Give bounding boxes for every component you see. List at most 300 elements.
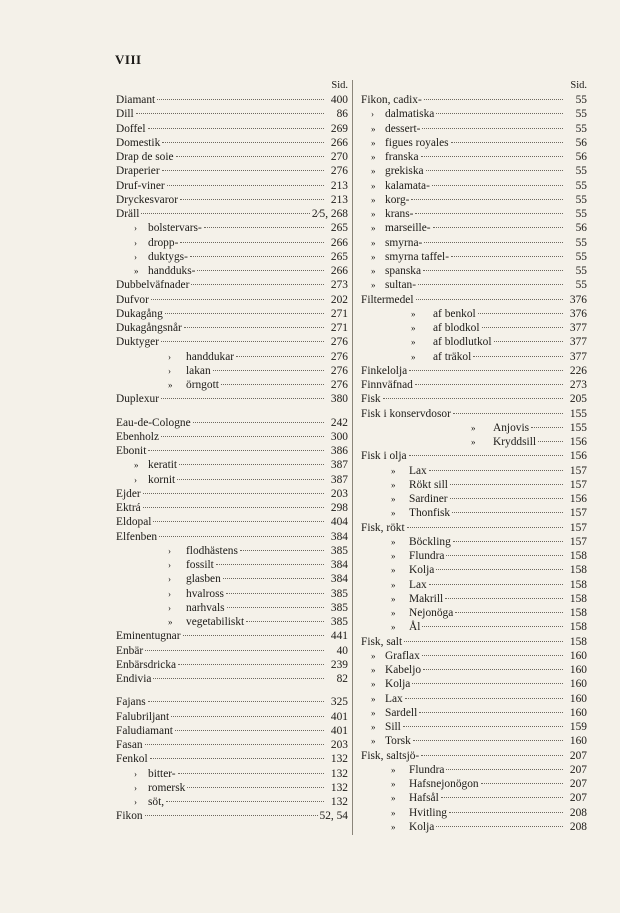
entry-term: figues royales	[385, 136, 449, 149]
entry-page: 271	[330, 307, 348, 320]
index-entry	[361, 293, 587, 307]
entry-term: bitter-	[148, 767, 176, 780]
entry-page: 384	[330, 573, 348, 586]
entry-page: 273	[569, 379, 587, 391]
entry-term: dalmatiska	[385, 108, 435, 121]
dot-leader	[421, 156, 563, 157]
index-entry	[361, 307, 587, 321]
dot-leader	[418, 284, 563, 285]
index-entry	[116, 164, 348, 178]
entry-page: 266	[330, 136, 348, 149]
index-entry	[361, 692, 587, 706]
index-entry	[116, 150, 348, 164]
ditto-mark: ›	[134, 797, 137, 807]
entry-page: 158	[569, 564, 587, 577]
entry-page: 132	[330, 796, 348, 808]
ditto-mark: »	[391, 807, 396, 818]
dot-leader	[473, 356, 563, 357]
entry-page: 86	[336, 108, 348, 121]
entry-term: af blodkol	[433, 322, 480, 334]
ditto-mark: »	[391, 579, 396, 590]
index-entry	[116, 501, 348, 515]
entry-term: lakan	[186, 364, 211, 377]
index-entry	[116, 236, 348, 250]
entry-page: 55	[575, 279, 587, 292]
index-entry	[361, 663, 587, 677]
entry-term: Ebenholz	[116, 430, 160, 443]
entry-term: Enbär	[116, 644, 144, 657]
index-column-left	[116, 78, 348, 824]
entry-term: Kolja	[409, 820, 435, 833]
entry-page: 239	[330, 658, 348, 671]
entry-page: 157	[569, 507, 587, 520]
entry-page: 265	[330, 222, 348, 235]
entry-term: Hafsål	[409, 792, 439, 805]
entry-term: Dukagångsnår	[116, 322, 182, 334]
dot-leader	[179, 464, 324, 465]
index-entry	[361, 179, 587, 193]
dot-leader	[383, 398, 563, 399]
entry-term: Filtermedel	[361, 293, 414, 306]
ditto-mark: »	[371, 152, 376, 162]
index-list	[116, 93, 348, 824]
entry-term: hvalross	[186, 587, 224, 600]
entry-term: Kolja	[409, 564, 435, 577]
entry-page: 269	[330, 122, 348, 135]
entry-page: 55	[575, 179, 587, 192]
entry-page: 158	[569, 607, 587, 619]
entry-term: spanska	[385, 265, 422, 277]
entry-page: 266	[330, 265, 348, 277]
dot-leader	[436, 113, 563, 114]
entry-term: Fisk, salt	[361, 635, 403, 648]
index-entry	[116, 601, 348, 615]
entry-term: Eldopal	[116, 516, 152, 529]
dot-leader	[178, 664, 324, 665]
dot-leader	[141, 213, 310, 214]
index-entry	[361, 164, 587, 178]
index-entry	[116, 544, 348, 558]
index-entry	[361, 107, 587, 121]
dot-leader	[166, 801, 324, 802]
entry-page: 155	[569, 407, 587, 420]
entry-term: glasben	[186, 573, 221, 586]
entry-page: 276	[330, 165, 348, 178]
entry-page: 273	[330, 279, 348, 292]
entry-page: 160	[569, 649, 587, 662]
ditto-mark: ›	[168, 588, 171, 599]
entry-page: 276	[330, 379, 348, 391]
index-entry	[361, 578, 587, 592]
entry-term: Sardiner	[409, 493, 448, 505]
entry-page: 202	[330, 293, 348, 306]
entry-page: 205	[569, 393, 587, 406]
index-entry	[116, 738, 348, 752]
ditto-mark: ›	[134, 474, 137, 485]
entry-page: 157	[569, 464, 587, 477]
entry-term: smyrna taffel-	[385, 250, 449, 263]
entry-term: Faludiamant	[116, 724, 173, 737]
index-entry	[361, 264, 587, 278]
entry-page: 159	[569, 721, 587, 733]
index-entry	[361, 207, 587, 221]
dot-leader	[445, 598, 563, 599]
index-entry	[361, 136, 587, 150]
entry-term: Anjovis	[493, 421, 530, 434]
index-entry	[361, 706, 587, 720]
entry-page: 207	[569, 778, 587, 790]
entry-page: 55	[575, 208, 587, 220]
dot-leader	[478, 313, 563, 314]
entry-page: 242	[330, 416, 348, 429]
dot-leader	[538, 441, 563, 442]
index-entry	[116, 473, 348, 487]
entry-page: 156	[569, 493, 587, 505]
index-entry	[361, 535, 587, 549]
page-column-header: Sid.	[331, 80, 348, 91]
entry-term: Ektrá	[116, 502, 141, 514]
entry-term: Dill	[116, 108, 134, 121]
entry-page: 226	[569, 364, 587, 377]
entry-term: Finnväfnad	[361, 379, 413, 391]
ditto-mark: »	[391, 494, 396, 504]
index-entry	[116, 350, 348, 364]
entry-page: 207	[569, 749, 587, 762]
ditto-mark: »	[411, 308, 416, 319]
ditto-mark: »	[371, 123, 376, 134]
ditto-mark: ›	[168, 574, 171, 585]
index-entry	[361, 649, 587, 663]
entry-page: 158	[569, 621, 587, 634]
entry-page: 203	[330, 487, 348, 500]
index-entry	[361, 820, 587, 834]
entry-term: Sill	[385, 721, 401, 733]
entry-page: 207	[569, 763, 587, 776]
dot-leader	[433, 227, 563, 228]
dot-leader	[450, 484, 563, 485]
ditto-mark: ›	[134, 768, 137, 779]
dot-leader	[177, 479, 324, 480]
dot-leader	[161, 341, 324, 342]
index-entry	[116, 416, 348, 430]
ditto-mark: »	[371, 180, 376, 191]
entry-page: 160	[569, 706, 587, 719]
index-entry	[116, 335, 348, 349]
index-entry	[361, 720, 587, 734]
dot-leader	[449, 812, 563, 813]
entry-term: Fisk, rökt	[361, 521, 405, 534]
dot-leader	[407, 527, 563, 528]
dot-leader	[422, 626, 563, 627]
index-entry	[361, 378, 587, 392]
entry-page: 266	[330, 236, 348, 249]
index-entry	[116, 572, 348, 586]
entry-page: 377	[569, 350, 587, 363]
dot-leader	[441, 797, 563, 798]
ditto-mark: »	[391, 508, 396, 519]
index-entry	[361, 236, 587, 250]
entry-term: Enbärsdricka	[116, 658, 177, 671]
entry-page: 55	[575, 250, 587, 263]
ditto-mark: »	[391, 793, 396, 804]
index-entry	[116, 278, 348, 292]
ditto-mark: ›	[371, 109, 374, 120]
entry-term: romersk	[148, 781, 186, 794]
entry-term: sultan-	[385, 279, 417, 292]
ditto-mark: »	[391, 779, 396, 789]
dot-leader	[213, 370, 324, 371]
entry-term: Eminentugnar	[116, 630, 181, 643]
entry-page: 55	[575, 193, 587, 206]
ditto-mark: ›	[134, 223, 137, 234]
dot-leader	[223, 578, 324, 579]
index-entry	[361, 749, 587, 763]
index-entry	[361, 321, 587, 335]
entry-term: narhvals	[186, 601, 225, 614]
dot-leader	[422, 128, 563, 129]
dot-leader	[426, 170, 563, 171]
entry-term: franska	[385, 151, 419, 163]
entry-term: Drap de soie	[116, 151, 174, 163]
entry-term: Sardell	[385, 706, 418, 719]
dot-leader	[161, 398, 324, 399]
entry-page: 298	[330, 502, 348, 514]
entry-page: 213	[330, 193, 348, 206]
index-entry	[116, 122, 348, 136]
dot-leader	[423, 669, 563, 670]
entry-term: Torsk	[385, 735, 411, 748]
entry-page: 157	[569, 478, 587, 491]
index-entry	[361, 150, 587, 164]
ditto-mark: »	[411, 351, 416, 362]
entry-page: 55	[575, 122, 587, 135]
dot-leader	[246, 621, 324, 622]
entry-page: 300	[330, 430, 348, 443]
dot-leader	[424, 242, 563, 243]
entry-page: 271	[330, 322, 348, 334]
entry-term: Flundra	[409, 550, 445, 562]
dot-leader	[411, 199, 563, 200]
ditto-mark: »	[391, 764, 396, 775]
dot-leader	[184, 327, 324, 328]
index-entry	[361, 521, 587, 535]
entry-term: Böckling	[409, 535, 451, 548]
entry-term: Kolja	[385, 678, 411, 691]
dot-leader	[413, 740, 563, 741]
entry-term: Makrill	[409, 592, 444, 605]
dot-leader	[481, 783, 563, 784]
ditto-mark: »	[371, 137, 376, 148]
entry-page: 156	[569, 436, 587, 448]
entry-term: dessert-	[385, 122, 421, 135]
entry-term: af träkol	[433, 350, 472, 363]
dot-leader	[412, 683, 563, 684]
entry-term: Ejder	[116, 487, 141, 500]
dot-leader	[226, 593, 324, 594]
dot-leader	[236, 356, 324, 357]
index-entry	[116, 193, 348, 207]
entry-term: Dubbelväfnader	[116, 279, 190, 292]
entry-page: 270	[330, 151, 348, 163]
index-entry	[116, 250, 348, 264]
dot-leader	[178, 773, 324, 774]
entry-term: Lax	[409, 578, 427, 591]
index-entry	[116, 364, 348, 378]
entry-term: kornit	[148, 473, 176, 486]
entry-page: 158	[569, 578, 587, 591]
entry-page: 384	[330, 530, 348, 543]
ditto-mark: »	[371, 166, 376, 177]
index-entry	[361, 193, 587, 207]
dot-leader	[429, 470, 563, 471]
ditto-mark: ›	[168, 560, 171, 570]
ditto-mark: »	[134, 460, 139, 471]
index-entry	[361, 606, 587, 620]
dot-leader	[451, 142, 563, 143]
entry-page: 56	[575, 222, 587, 235]
dot-leader	[159, 536, 324, 537]
index-entry	[116, 615, 348, 629]
entry-page: 387	[330, 459, 348, 472]
index-entry	[116, 809, 348, 823]
dot-leader	[180, 199, 324, 200]
entry-page: 55	[575, 94, 587, 106]
ditto-mark: »	[168, 380, 173, 390]
index-entry	[116, 444, 348, 458]
entry-page: 157	[569, 535, 587, 548]
entry-term: Falubriljant	[116, 710, 170, 723]
dot-leader	[403, 726, 563, 727]
index-entry	[361, 350, 587, 364]
dot-leader	[193, 422, 324, 423]
entry-page: 156	[569, 450, 587, 463]
index-entry	[116, 781, 348, 795]
entry-term: Lax	[409, 464, 427, 477]
entry-page: 441	[330, 630, 348, 643]
index-entry	[361, 122, 587, 136]
dot-leader	[187, 787, 324, 788]
index-entry	[361, 221, 587, 235]
entry-page: 265	[330, 250, 348, 263]
dot-leader	[424, 99, 563, 100]
entry-term: Fisk	[361, 393, 381, 406]
entry-page: 276	[330, 364, 348, 377]
entry-term: duktygs-	[148, 250, 188, 263]
entry-term: marseille-	[385, 222, 431, 235]
entry-page: 276	[330, 350, 348, 363]
dot-leader	[419, 712, 563, 713]
dot-leader	[145, 650, 324, 651]
index-entry	[116, 558, 348, 572]
dot-leader	[145, 744, 324, 745]
ditto-mark: »	[391, 479, 396, 490]
ditto-mark: ›	[168, 365, 171, 376]
index-entry	[116, 430, 348, 444]
index-entry	[116, 695, 348, 709]
index-entry	[361, 791, 587, 805]
entry-page: 208	[569, 806, 587, 819]
index-entry	[361, 734, 587, 748]
index-entry	[116, 136, 348, 150]
dot-leader	[409, 455, 563, 456]
ditto-mark: »	[168, 617, 173, 627]
entry-term: krans-	[385, 208, 414, 220]
dot-leader	[153, 678, 324, 679]
dot-leader	[204, 227, 324, 228]
entry-page: 386	[330, 445, 348, 457]
dot-leader	[148, 128, 324, 129]
ditto-mark: »	[391, 565, 396, 576]
entry-term: Fenkol	[116, 753, 148, 766]
dot-leader	[446, 769, 563, 770]
index-entry	[361, 677, 587, 691]
index-entry	[116, 515, 348, 529]
entry-term: Endivia	[116, 673, 152, 685]
index-entry	[116, 724, 348, 738]
dot-leader	[136, 113, 324, 114]
index-entry	[361, 620, 587, 634]
index-entry	[361, 278, 587, 292]
entry-term: Eau-de-Cologne	[116, 416, 191, 429]
dot-leader	[162, 142, 324, 143]
index-entry	[361, 777, 587, 791]
index-entry	[361, 763, 587, 777]
entry-page: 384	[330, 559, 348, 571]
ditto-mark: »	[371, 266, 376, 276]
ditto-mark: »	[371, 736, 376, 747]
entry-page: 376	[569, 293, 587, 306]
index-entry	[116, 207, 348, 221]
ditto-mark: »	[371, 209, 376, 219]
entry-term: keratit	[148, 459, 178, 472]
column-divider	[352, 80, 353, 835]
entry-page: 55	[575, 265, 587, 277]
entry-term: Dräll	[116, 208, 140, 220]
ditto-mark: »	[391, 593, 396, 604]
entry-page: 401	[330, 710, 348, 723]
entry-page: 52, 54	[319, 810, 348, 823]
entry-page: 203	[330, 739, 348, 751]
ditto-mark: »	[371, 679, 376, 690]
ditto-mark: »	[391, 608, 396, 618]
index-entry	[116, 530, 348, 544]
index-entry	[116, 458, 348, 472]
entry-page: 160	[569, 692, 587, 705]
entry-term: Rökt sill	[409, 478, 448, 491]
entry-term: vegetabiliskt	[186, 616, 245, 628]
dot-leader	[531, 427, 563, 428]
ditto-mark: »	[371, 650, 376, 661]
ditto-mark: ›	[134, 251, 137, 262]
entry-term: Fisk, saltsjö-	[361, 749, 420, 762]
index-entry	[116, 672, 348, 686]
dot-leader	[453, 541, 563, 542]
entry-term: Diamant	[116, 94, 156, 106]
index-entry	[116, 221, 348, 235]
ditto-mark: »	[371, 693, 376, 704]
index-entry	[116, 307, 348, 321]
entry-term: Flundra	[409, 763, 445, 776]
dot-leader	[150, 758, 324, 759]
ditto-mark: »	[411, 337, 416, 348]
page-column-header: Sid.	[570, 80, 587, 91]
dot-leader	[422, 655, 563, 656]
index-entry	[361, 364, 587, 378]
entry-page: 132	[330, 753, 348, 766]
entry-page: 385	[330, 587, 348, 600]
entry-term: kalamata-	[385, 179, 430, 192]
dot-leader	[151, 299, 324, 300]
